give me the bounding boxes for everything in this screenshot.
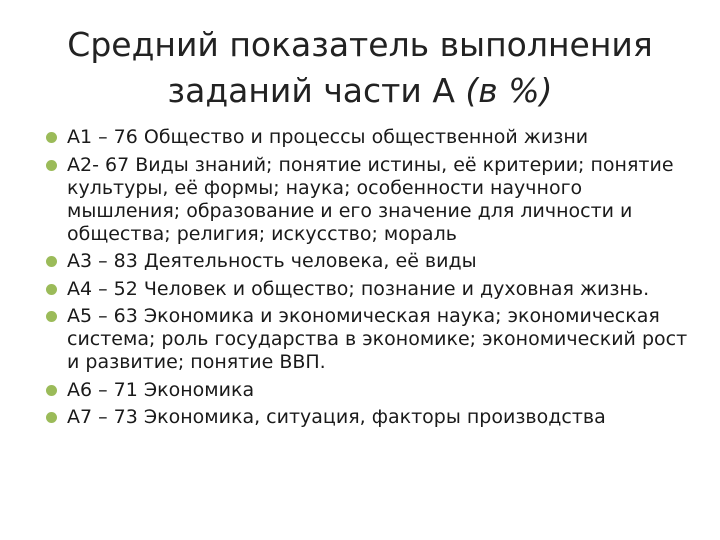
list-item-text: А2- 67 Виды знаний; понятие истины, её критерии; понятие культуры, её формы; наука; особенности научного мышления; образование и его значение для личности и общества; религия; искусство; мораль bbox=[67, 153, 674, 245]
bullet-dot-icon bbox=[46, 311, 57, 322]
list-item-text: А1 – 76 Общество и процессы общественной жизни bbox=[67, 126, 589, 148]
list-item-text: А4 – 52 Человек и общество; познание и духовная жизнь. bbox=[67, 277, 650, 300]
list-item-text: А6 – 71 Экономика bbox=[67, 378, 255, 401]
bullet-dot-icon bbox=[46, 284, 57, 295]
title-line-2: заданий части А bbox=[167, 71, 466, 110]
list-item bbox=[44, 406, 694, 429]
list-item bbox=[44, 154, 694, 246]
bullet-list bbox=[44, 126, 694, 434]
page-title bbox=[40, 22, 680, 114]
list-item bbox=[44, 379, 694, 402]
list-item-text: А3 – 83 Деятельность человека, её виды bbox=[67, 250, 477, 272]
bullet-dot-icon bbox=[46, 256, 57, 267]
list-item bbox=[44, 305, 694, 374]
title-unit: (в %) bbox=[465, 71, 553, 110]
title-line-1: Средний показатель выполнения bbox=[67, 25, 653, 64]
list-item-text: А7 – 73 Экономика, ситуация, факторы производства bbox=[67, 406, 606, 428]
bullet-dot-icon bbox=[46, 132, 57, 143]
list-item bbox=[44, 250, 694, 273]
bullet-dot-icon bbox=[46, 385, 57, 396]
list-item bbox=[44, 126, 694, 149]
bullet-dot-icon bbox=[46, 160, 57, 171]
list-item-text: А5 – 63 Экономика и экономическая наука; экономическая система; роль государства в экономике; экономический рост и развитие; понятие ВВП. bbox=[67, 305, 688, 373]
bullet-dot-icon bbox=[46, 412, 57, 423]
list-item bbox=[44, 278, 694, 301]
